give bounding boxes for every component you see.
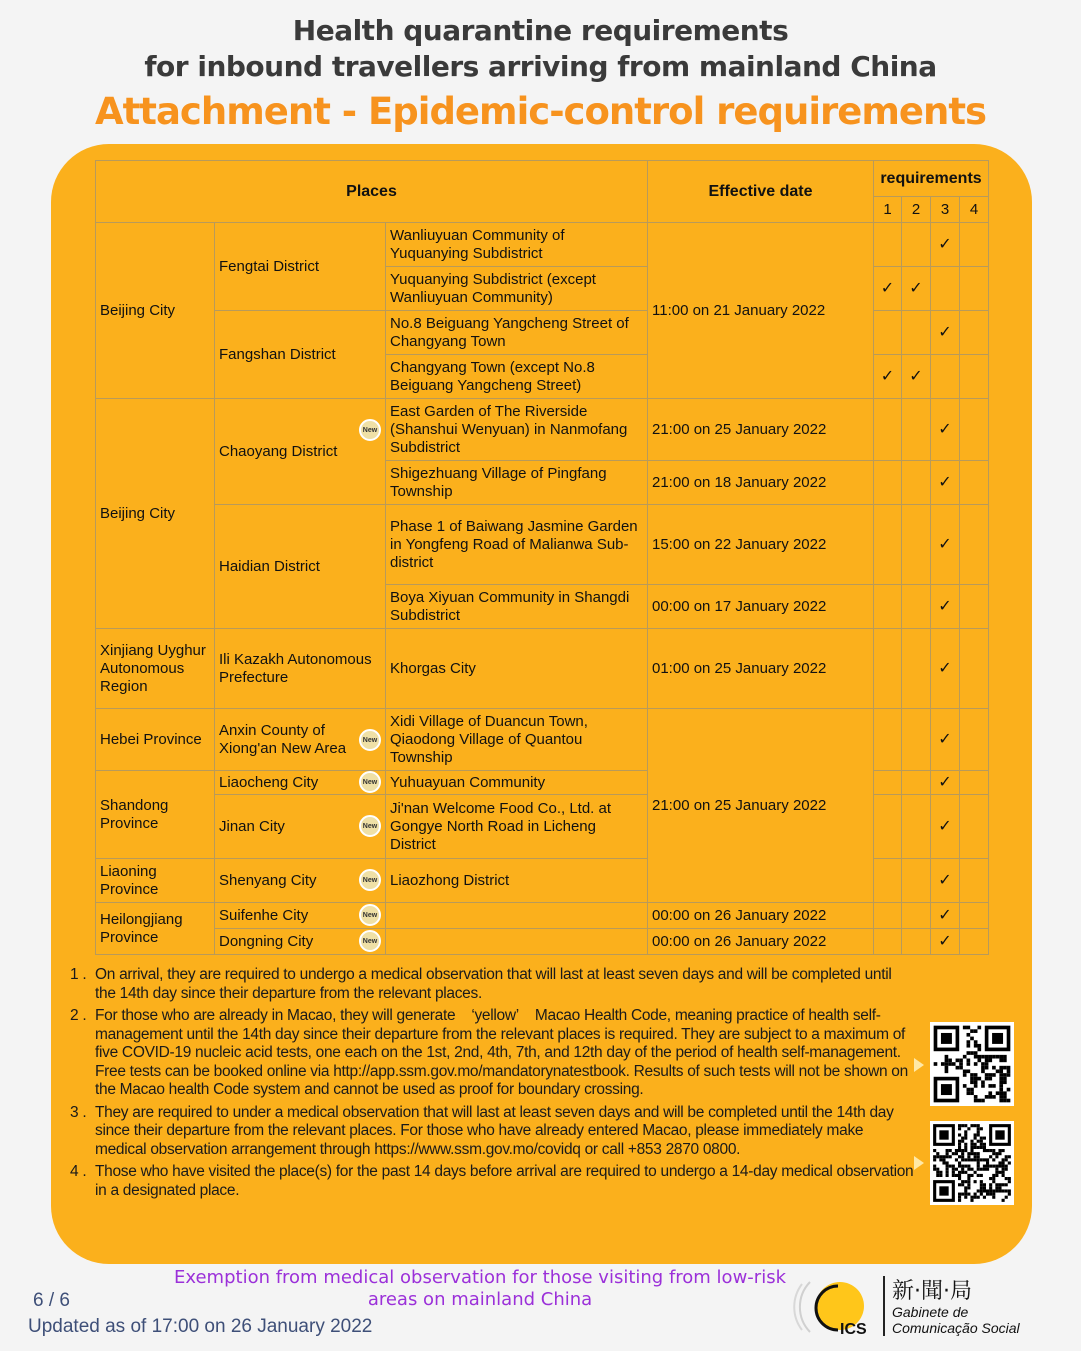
requirement-cell: [873, 902, 902, 929]
requirement-cell: [901, 708, 931, 771]
note-number: 3 .: [70, 1103, 87, 1121]
check-mark-icon: ✓: [930, 398, 960, 461]
place-cell: Wanliuyuan Community of Yuquanying Subdistrict: [385, 222, 648, 267]
place-cell: Yuquanying Subdistrict (except Wanliuyuan Community): [385, 266, 648, 311]
requirement-cell: [901, 794, 931, 859]
new-badge: New: [359, 771, 381, 793]
updated-timestamp: Updated as of 17:00 on 26 January 2022: [28, 1316, 373, 1337]
district-cell: Chaoyang District: [214, 398, 386, 505]
check-mark-icon: ✓: [930, 708, 960, 771]
new-badge: New: [359, 869, 381, 891]
check-mark-icon: ✓: [930, 310, 960, 355]
place-cell: Yuhuayuan Community: [385, 770, 648, 795]
check-mark-icon: ✓: [930, 858, 960, 903]
title-line-2: for inbound travellers arriving from mainland China: [144, 50, 937, 83]
province-cell: Liaoning Province: [95, 858, 215, 903]
check-mark-icon: ✓: [930, 628, 960, 709]
place-cell: Khorgas City: [385, 628, 648, 709]
place-cell: Changyang Town (except No.8 Beiguang Yangcheng Street): [385, 354, 648, 399]
requirement-cell: [873, 460, 902, 505]
new-badge: New: [359, 419, 381, 441]
district-cell: Anxin County of Xiong'an New Area: [214, 708, 386, 771]
district-cell: Ili Kazakh Autonomous Prefecture: [214, 628, 386, 709]
place-cell: [385, 902, 648, 929]
new-badge: New: [359, 930, 381, 952]
requirement-cell: [901, 628, 931, 709]
header-requirements: requirements: [873, 160, 989, 197]
note-item: [70, 966, 915, 1003]
check-mark-icon: ✓: [930, 902, 960, 929]
place-cell: Liaozhong District: [385, 858, 648, 903]
requirement-cell: [959, 858, 989, 903]
requirement-cell: [959, 398, 989, 461]
note-item: [70, 1163, 915, 1200]
place-cell: Shigezhuang Village of Pingfang Township: [385, 460, 648, 505]
note-number: 4 .: [70, 1163, 87, 1180]
requirement-cell: [959, 708, 989, 771]
check-mark-icon: ✓: [930, 504, 960, 585]
page-indicator: 6 / 6: [33, 1290, 70, 1311]
date-cell: 00:00 on 17 January 2022: [647, 584, 874, 629]
requirement-cell: [901, 902, 931, 929]
district-cell: Liaocheng City: [214, 770, 386, 795]
logo-chinese: 新·聞·局: [892, 1279, 972, 1304]
place-cell: Phase 1 of Baiwang Jasmine Garden in Yongfeng Road of Malianwa Sub-district: [385, 504, 648, 585]
place-cell: No.8 Beiguang Yangcheng Street of Changyang Town: [385, 310, 648, 355]
place-cell: [385, 928, 648, 955]
note-text: Those who have visited the place(s) for the past 14 days before arrival are required to undergo a 14-day medical observation in a designated place.: [95, 1163, 914, 1199]
requirement-cell: [873, 222, 902, 267]
requirement-cell: [901, 310, 931, 355]
requirement-cell: [873, 504, 902, 585]
requirement-cell: [959, 266, 989, 311]
province-cell: Beijing City: [95, 222, 215, 399]
subtitle: Attachment - Epidemic-control requirements: [94, 90, 987, 133]
place-cell: Xidi Village of Duancun Town, Qiaodong Village of Quantou Township: [385, 708, 648, 771]
requirement-cell: [901, 770, 931, 795]
province-cell: Xinjiang Uyghur Autonomous Region: [95, 628, 215, 709]
requirement-cell: [959, 902, 989, 929]
gcs-logo: [790, 1272, 1060, 1342]
province-cell: Shandong Province: [95, 770, 215, 859]
requirement-cell: [959, 794, 989, 859]
requirement-cell: [901, 460, 931, 505]
requirement-cell: [959, 222, 989, 267]
requirement-cell: [901, 222, 931, 267]
logo-icon: [790, 1272, 880, 1342]
province-cell: Beijing City: [95, 398, 215, 629]
requirement-cell: [873, 928, 902, 955]
requirement-cell: [873, 858, 902, 903]
date-cell: 00:00 on 26 January 2022: [647, 902, 874, 929]
logo-abbr: ICS: [840, 1321, 867, 1338]
note-number: 2 .: [70, 1007, 87, 1024]
logo-divider: [883, 1276, 885, 1336]
province-cell: Hebei Province: [95, 708, 215, 771]
qr-code-testbook[interactable]: [930, 1022, 1014, 1106]
date-cell: 21:00 on 25 January 2022: [647, 398, 874, 461]
qr-code-covidq[interactable]: [930, 1121, 1014, 1205]
district-cell: Fengtai District: [214, 222, 386, 311]
district-cell: Jinan City: [214, 794, 386, 859]
logo-line1: Gabinete de: [892, 1304, 969, 1320]
notes-list: [70, 966, 915, 1204]
requirement-cell: [901, 584, 931, 629]
check-mark-icon: ✓: [930, 460, 960, 505]
requirement-cell: [873, 398, 902, 461]
district-cell: Suifenhe City: [214, 902, 386, 929]
new-badge: New: [359, 815, 381, 837]
requirement-cell: [959, 584, 989, 629]
arrow-right-icon: [914, 1058, 924, 1072]
requirement-cell: [901, 504, 931, 585]
header-places: Places: [95, 160, 648, 223]
date-cell: 15:00 on 22 January 2022: [647, 504, 874, 585]
requirement-cell: [959, 460, 989, 505]
requirement-number: 2: [901, 196, 931, 223]
check-mark-icon: ✓: [930, 222, 960, 267]
province-cell: Heilongjiang Province: [95, 902, 215, 955]
note-text: For those who are already in Macao, they will generate ‘yellow’ Macao Health Code, meaning practice of health self-management until the 14th day since their departure from the relevant places is required. They are subject to a maximum of five COVID-19 nucleic acid tests, one each on the 1st, 2nd, 4th, 7th, and 12th day of the period of health self-management. Free tests can be booked online via http://app.ssm.gov.mo/mandatorynatestbook. Results of such tests will not be shown on the Macao health Code system and cannot be used as proof for boundary crossing.: [95, 1007, 908, 1098]
requirement-cell: [959, 354, 989, 399]
requirement-cell: [959, 310, 989, 355]
header-effective-date: Effective date: [647, 160, 874, 223]
district-cell: Shenyang City: [214, 858, 386, 903]
date-cell: 11:00 on 21 January 2022: [647, 222, 874, 399]
district-cell: Haidian District: [214, 504, 386, 629]
place-cell: Ji'nan Welcome Food Co., Ltd. at Gongye North Road in Licheng District: [385, 794, 648, 859]
requirement-number: 3: [930, 196, 960, 223]
requirement-cell: [959, 770, 989, 795]
check-mark-icon: ✓: [930, 794, 960, 859]
requirement-number: 4: [959, 196, 989, 223]
requirement-cell: [901, 858, 931, 903]
requirement-cell: [873, 584, 902, 629]
check-mark-icon: ✓: [930, 770, 960, 795]
requirement-cell: [901, 928, 931, 955]
check-mark-icon: ✓: [930, 584, 960, 629]
requirement-cell: [959, 504, 989, 585]
requirement-cell: [959, 928, 989, 955]
check-mark-icon: ✓: [873, 266, 902, 311]
requirement-cell: [930, 354, 960, 399]
date-cell: 00:00 on 26 January 2022: [647, 928, 874, 955]
requirement-cell: [873, 770, 902, 795]
title-line-1: Health quarantine requirements: [292, 14, 789, 47]
place-cell: East Garden of The Riverside (Shanshui Wenyuan) in Nanmofang Subdistrict: [385, 398, 648, 461]
check-mark-icon: ✓: [901, 266, 931, 311]
date-cell: 21:00 on 18 January 2022: [647, 460, 874, 505]
logo-line2: Comunicação Social: [892, 1320, 1020, 1336]
check-mark-icon: ✓: [901, 354, 931, 399]
check-mark-icon: ✓: [930, 928, 960, 955]
requirement-cell: [873, 794, 902, 859]
requirement-cell: [873, 708, 902, 771]
new-badge: New: [359, 729, 381, 751]
date-cell: 21:00 on 25 January 2022: [647, 708, 874, 903]
requirement-cell: [873, 310, 902, 355]
note-text: On arrival, they are required to undergo a medical observation that will last at least seven days and will be completed until the 14th day since their departure from the relevant places.: [95, 966, 892, 1002]
arrow-right-icon: [914, 1156, 924, 1170]
note-number: 1 .: [70, 966, 87, 983]
place-cell: Boya Xiyuan Community in Shangdi Subdistrict: [385, 584, 648, 629]
requirement-number: 1: [873, 196, 902, 223]
requirement-cell: [873, 628, 902, 709]
note-item: [70, 1104, 915, 1160]
date-cell: 01:00 on 25 January 2022: [647, 628, 874, 709]
requirement-cell: [901, 398, 931, 461]
district-cell: Fangshan District: [214, 310, 386, 399]
requirement-cell: [930, 266, 960, 311]
new-badge: New: [359, 904, 381, 926]
requirement-cell: [959, 628, 989, 709]
note-text: They are required to under a medical observation that will last at least seven days and will be completed until the 14th day since their departure from the relevant places. For those who have already entered Macao, please immediately make medical observation arrangement through https://www.ssm.gov.mo/covidq or call +853 2870 0800.: [95, 1103, 894, 1158]
note-item: [70, 1007, 915, 1100]
district-cell: Dongning City: [214, 928, 386, 955]
check-mark-icon: ✓: [873, 354, 902, 399]
exemption-link[interactable]: Exemption from medical observation for those visiting from low-risk areas on mainland China: [174, 1267, 786, 1310]
